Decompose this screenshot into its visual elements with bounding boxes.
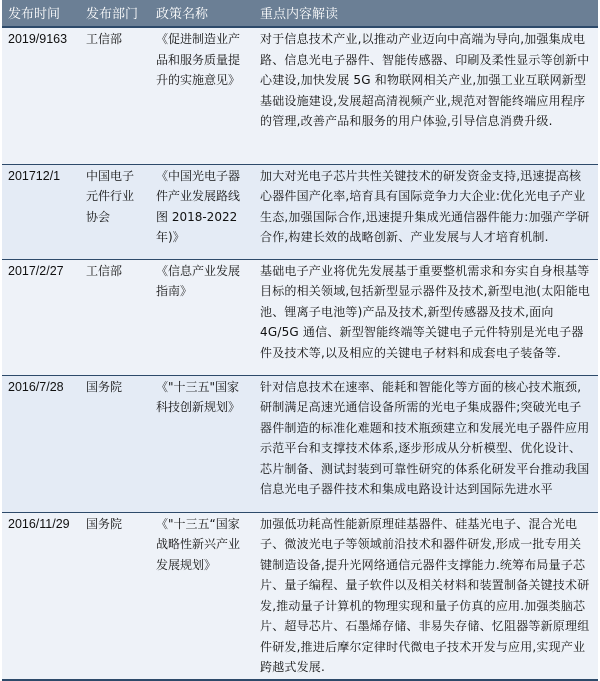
table-row [2, 512, 598, 680]
header-policy-name: 政策名称 [150, 0, 254, 27]
table-header [2, 0, 598, 27]
cell-content: 针对信息技术在速率、能耗和智能化等方面的核心技术瓶颈,研制满足高速光通信设备所需的光电子集成器件;突破光电子器件制造的标准化难题和技术瓶颈建立和发展光电子器件应用示范平台和支撑技术体系,逐步形成从分析模型、优化设计、芯片制备、测试封装到可靠性研究的体系化研发平台推动我国信息光电子器件技术和集成电路设计达到国际先进水平 [254, 375, 598, 512]
table-row [2, 375, 598, 512]
cell-department: 中国电子元件行业协会 [80, 164, 150, 259]
cell-policy-name: 《中国光电子器件产业发展路线图 2018-2022年)》 [150, 164, 254, 259]
cell-date: 2016/7/28 [2, 375, 80, 512]
cell-date: 2017/2/27 [2, 259, 80, 375]
header-release-date: 发布时间 [2, 0, 80, 27]
cell-policy-name: 《信息产业发展指南》 [150, 259, 254, 375]
table-row [2, 259, 598, 375]
cell-department: 工信部 [80, 27, 150, 164]
table-row [2, 27, 598, 164]
cell-content: 基础电子产业将优先发展基于重要整机需求和夯实自身根基等目标的相关领域,包括新型显示器件及技术,新型电池(太阳能电池、锂离子电池等)产品及技术,新型传感器及技术,面向 4G/5G 通信、新型智能终端等关键电子元件特别是光电子器件及技术等,以及相应的关键电子材料和成套电子装备等. [254, 259, 598, 375]
policy-table [2, 0, 598, 681]
header-department: 发布部门 [80, 0, 150, 27]
cell-department: 国务院 [80, 512, 150, 680]
policy-table-container [2, 0, 598, 681]
cell-department: 国务院 [80, 375, 150, 512]
table-row [2, 164, 598, 259]
cell-policy-name: 《促进制造业产品和服务质量提升的实施意见》 [150, 27, 254, 164]
cell-content: 加强低功耗高性能新原理硅基器件、硅基光电子、混合光电子、微波光电子等领域前沿技术和器件研发,形成一批专用关键制造设备,提升光网络通信元器件支撑能力.统筹布局量子芯片、量子编程、量子软件以及相关材料和装置制备关键技术研发,推动量子计算机的物理实现和量子仿真的应用.加强类脑芯片、超导芯片、石墨烯存储、非易失存储、忆阻器等新原理组件研发,推进后摩尔定律时代微电子技术开发与应用,实现产业跨越式发展. [254, 512, 598, 680]
header-key-content: 重点内容解读 [254, 0, 598, 27]
cell-date: 201712/1 [2, 164, 80, 259]
cell-content: 对于信息技术产业,以推动产业迈向中高端为导向,加强集成电路、信息光电子器件、智能传感器、印刷及柔性显示等创新中心建设,加快发展 5G 和物联网相关产业,加强工业互联网新型基础设施建设,发展超高清视频产业,规范对智能终端应用程序的管理,改善产品和服务的用户体验,引导信息消费升级. [254, 27, 598, 164]
cell-date: 2016/11/29 [2, 512, 80, 680]
cell-policy-name: 《"十三五"国家科技创新规划》 [150, 375, 254, 512]
cell-content: 加大对光电子芯片共性关键技术的研发资金支持,迅速提高核心器件国产化率,培育具有国际竞争力大企业:优化光电子产业生态,加强国际合作,迅速提升集成光通信器件能力:加强产学研合作,构建长效的战略创新、产业发展与人才培育机制. [254, 164, 598, 259]
header-row [2, 0, 598, 27]
table-body [2, 27, 598, 680]
cell-policy-name: 《"十三五“国家战略性新兴产业发展规划》 [150, 512, 254, 680]
cell-department: 工信部 [80, 259, 150, 375]
cell-date: 2019/9163 [2, 27, 80, 164]
